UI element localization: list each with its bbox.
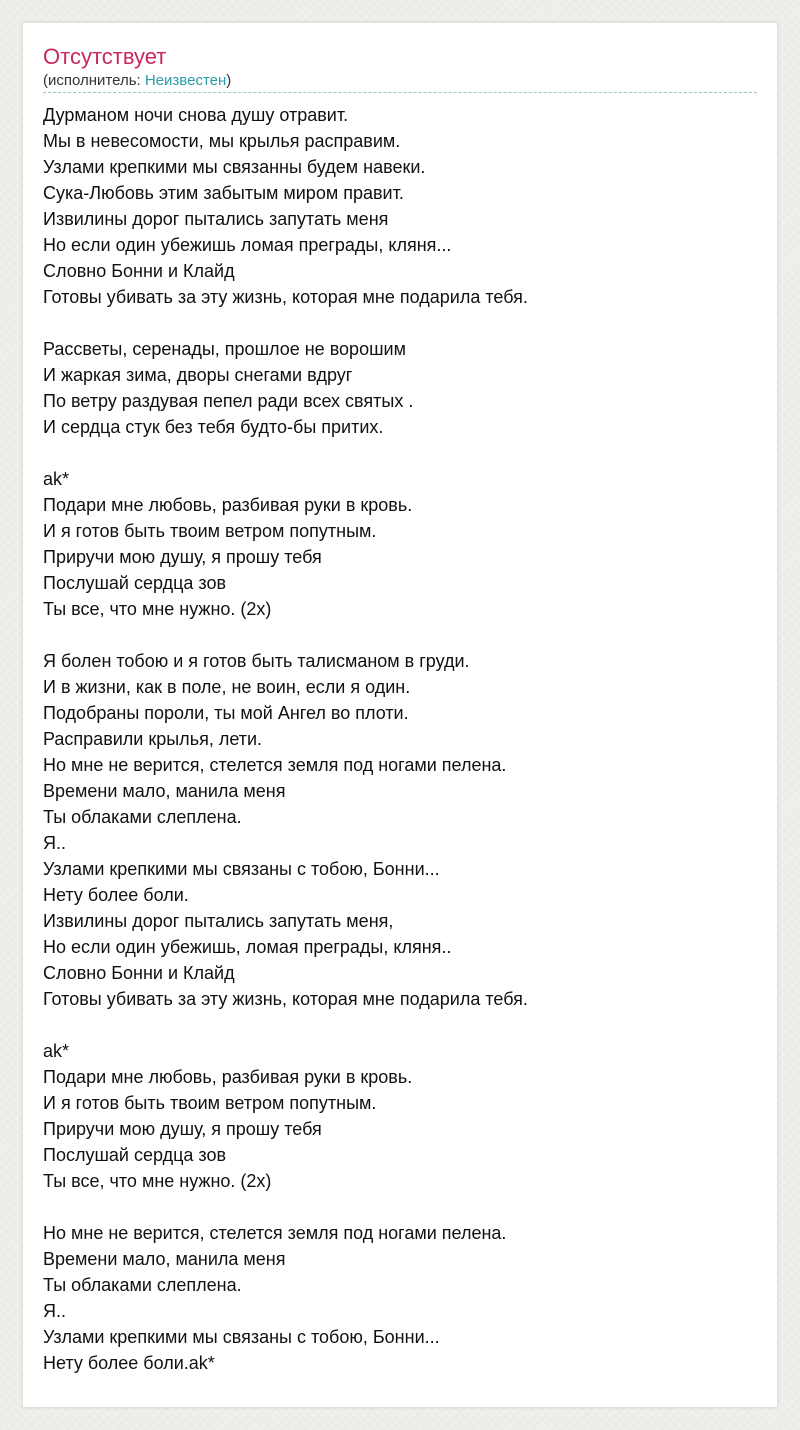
lyric-line: Но мне не верится, стелется земля под ногами пелена. [43, 755, 507, 775]
lyric-line: Времени мало, манила меня [43, 1249, 286, 1269]
lyric-blank-line [43, 1012, 757, 1038]
lyric-line: Послушай сердца зов [43, 1145, 227, 1165]
lyric-line: Но если один убежишь ломая преграды, кляня... [43, 235, 452, 255]
lyrics-text [43, 102, 757, 1376]
lyric-line: ak* [43, 469, 70, 489]
lyric-line: Извилины дорог пытались запутать меня, [43, 911, 394, 931]
song-title: Отсутствует [43, 44, 167, 69]
lyric-line: Ты все, что мне нужно. (2x) [43, 599, 272, 619]
lyric-line: Готовы убивать за эту жизнь, которая мне подарила тебя. [43, 287, 528, 307]
lyric-line: Но мне не верится, стелется земля под ногами пелена. [43, 1223, 507, 1243]
lyric-line: Ты облаками слеплена. [43, 807, 242, 827]
lyric-blank-line [43, 1194, 757, 1220]
lyric-line: Рассветы, серенады, прошлое не ворошим [43, 339, 406, 359]
lyric-line: Ты облаками слеплена. [43, 1275, 242, 1295]
lyric-line: Послушай сердца зов [43, 573, 227, 593]
lyric-line: Узлами крепкими мы связаны с тобою, Бонни... [43, 1327, 440, 1347]
lyric-line: Подари мне любовь, разбивая руки в кровь. [43, 1067, 413, 1087]
lyric-line: И сердца стук без тебя будто-бы притих. [43, 417, 384, 437]
lyric-line: Приручи мою душу, я прошу тебя [43, 547, 322, 567]
lyric-line: По ветру раздувая пепел ради всех святых . [43, 391, 414, 411]
lyrics-card [22, 22, 778, 1408]
lyric-line: И я готов быть твоим ветром попутным. [43, 521, 377, 541]
artist-line [43, 72, 757, 93]
lyric-line: ak* [43, 1041, 70, 1061]
artist-link[interactable]: Неизвестен [144, 72, 227, 89]
lyric-line: Подари мне любовь, разбивая руки в кровь. [43, 495, 413, 515]
lyric-line: Извилины дорог пытались запутать меня [43, 209, 389, 229]
lyric-line: Узлами крепкими мы связанны будем навеки. [43, 157, 426, 177]
artist-prefix: (исполнитель: [43, 72, 145, 89]
lyric-line: Дурманом ночи снова душу отравит. [43, 105, 349, 125]
lyric-line: Расправили крылья, лети. [43, 729, 263, 749]
lyric-line: Я.. [43, 833, 67, 853]
lyric-blank-line [43, 440, 757, 466]
lyric-blank-line [43, 310, 757, 336]
lyric-line: Приручи мою душу, я прошу тебя [43, 1119, 322, 1139]
lyric-line: Словно Бонни и Клайд [43, 963, 235, 983]
lyric-line: Готовы убивать за эту жизнь, которая мне подарила тебя. [43, 989, 528, 1009]
lyric-line: Мы в невесомости, мы крылья расправим. [43, 131, 401, 151]
lyric-line: Я.. [43, 1301, 67, 1321]
lyric-line: И жаркая зима, дворы снегами вдруг [43, 365, 353, 385]
lyric-line: Нету более боли.ak* [43, 1353, 215, 1373]
lyric-line: Ты все, что мне нужно. (2x) [43, 1171, 272, 1191]
lyric-line: Словно Бонни и Клайд [43, 261, 235, 281]
lyric-line: Нету более боли. [43, 885, 189, 905]
lyric-line: Сука-Любовь этим забытым миром правит. [43, 183, 404, 203]
lyric-line: И в жизни, как в поле, не воин, если я один. [43, 677, 411, 697]
artist-suffix: ) [226, 72, 232, 89]
lyric-blank-line [43, 622, 757, 648]
lyric-line: И я готов быть твоим ветром попутным. [43, 1093, 377, 1113]
lyric-line: Времени мало, манила меня [43, 781, 286, 801]
lyric-line: Подобраны пороли, ты мой Ангел во плоти. [43, 703, 409, 723]
lyric-line: Узлами крепкими мы связаны с тобою, Бонни... [43, 859, 440, 879]
lyric-line: Я болен тобою и я готов быть талисманом в груди. [43, 651, 470, 671]
lyric-line: Но если один убежишь, ломая преграды, кляня.. [43, 937, 452, 957]
